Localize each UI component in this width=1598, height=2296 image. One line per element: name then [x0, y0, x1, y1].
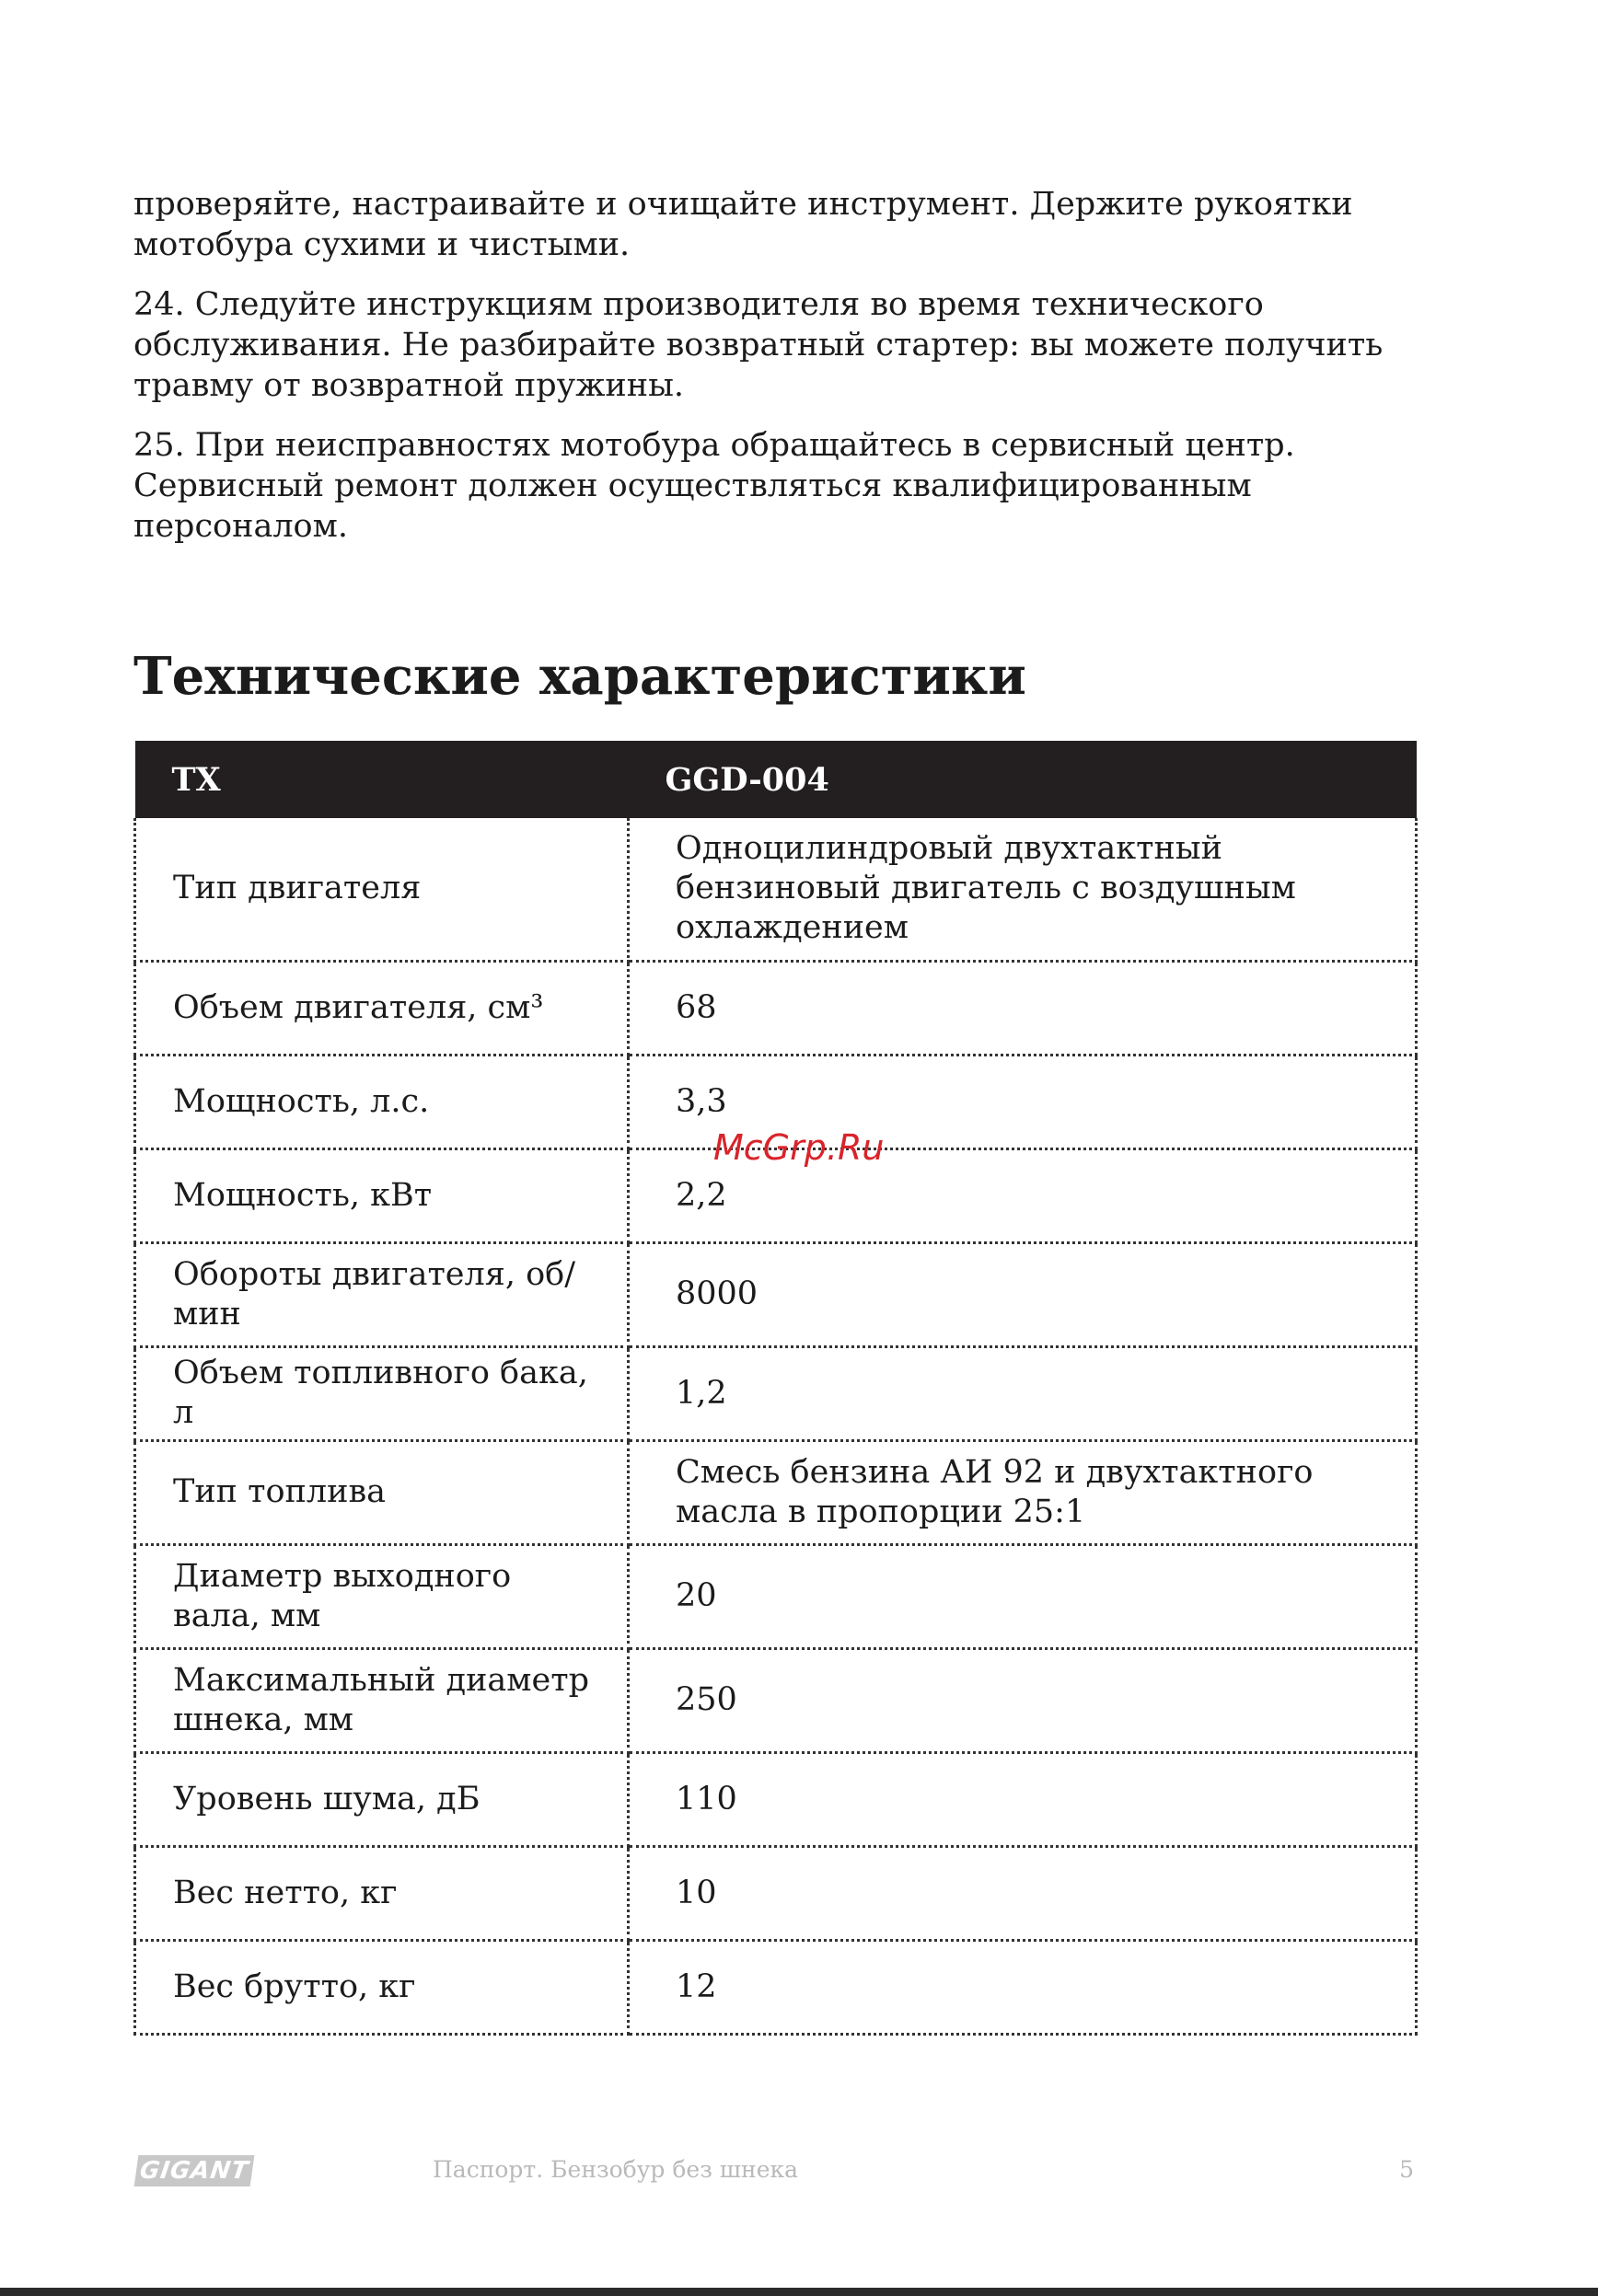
- row-label: Максимальный диаметр шнека, мм: [135, 1648, 629, 1752]
- row-value: 1,2: [629, 1346, 1417, 1440]
- row-label: Диаметр выходного вала, мм: [135, 1544, 629, 1648]
- table-row: [135, 1346, 1417, 1440]
- page-number: 5: [1399, 2156, 1414, 2183]
- row-value: Смесь бензина АИ 92 и двухтактного масла в пропорции 25:1: [629, 1440, 1417, 1544]
- brand-logo: GIGANT: [134, 2155, 255, 2186]
- table-header-row: [135, 741, 1417, 818]
- table-row: [135, 1846, 1417, 1940]
- row-value: 8000: [629, 1242, 1417, 1346]
- table-row: [135, 961, 1417, 1055]
- bottom-edge-bar: [0, 2288, 1598, 2296]
- intro-text: [133, 184, 1441, 566]
- row-label: Вес нетто, кг: [135, 1846, 629, 1940]
- row-label: Вес брутто, кг: [135, 1940, 629, 2034]
- row-value: 68: [629, 961, 1417, 1055]
- row-value: 250: [629, 1648, 1417, 1752]
- row-label: Уровень шума, дБ: [135, 1752, 629, 1846]
- paragraph-continuation: проверяйте, настраивайте и очищайте инструмент. Держите рукоятки мотобура сухими и чистыми.: [133, 186, 1353, 263]
- row-label: Обороты двигателя, об/мин: [135, 1242, 629, 1346]
- row-value: 2,2: [629, 1148, 1417, 1242]
- table-row: [135, 1752, 1417, 1846]
- row-value: 3,3: [629, 1055, 1417, 1148]
- row-label: Объем двигателя, см³: [135, 961, 629, 1055]
- row-value: 110: [629, 1752, 1417, 1846]
- row-label: Мощность, л.с.: [135, 1055, 629, 1148]
- row-label: Мощность, кВт: [135, 1148, 629, 1242]
- row-value: 10: [629, 1846, 1417, 1940]
- table-row: [135, 1648, 1417, 1752]
- specifications-table: [133, 741, 1418, 2036]
- table-row: [135, 1544, 1417, 1648]
- row-label: Тип двигателя: [135, 818, 629, 961]
- row-value: 12: [629, 1940, 1417, 2034]
- row-value: 20: [629, 1544, 1417, 1648]
- row-label: Объем топливного бака, л: [135, 1346, 629, 1440]
- table-row: [135, 1940, 1417, 2034]
- watermark-text: McGrp.Ru: [713, 1127, 885, 1168]
- paragraph-item-24: 24. Следуйте инструкциям производителя во время технического обслуживания. Не разбирайте возвратный стартер: вы можете получить травму от возвратной пружины.: [133, 286, 1384, 404]
- header-parameter: ТХ: [135, 741, 629, 818]
- row-value: Одноцилиндровый двухтактный бензиновый двигатель с воздушным охлаждением: [629, 818, 1417, 961]
- section-title: Технические характеристики: [133, 646, 1026, 707]
- table-row: [135, 1440, 1417, 1544]
- footer-document-title: Паспорт. Бензобур без шнека: [433, 2156, 799, 2183]
- table-row: [135, 1242, 1417, 1346]
- table-row: [135, 818, 1417, 961]
- header-model: GGD-004: [629, 741, 1417, 818]
- paragraph-item-25: 25. При неисправностях мотобура обращайтесь в сервисный центр. Сервисный ремонт должен осуществляться квалифицированным персоналом.: [133, 427, 1295, 545]
- row-label: Тип топлива: [135, 1440, 629, 1544]
